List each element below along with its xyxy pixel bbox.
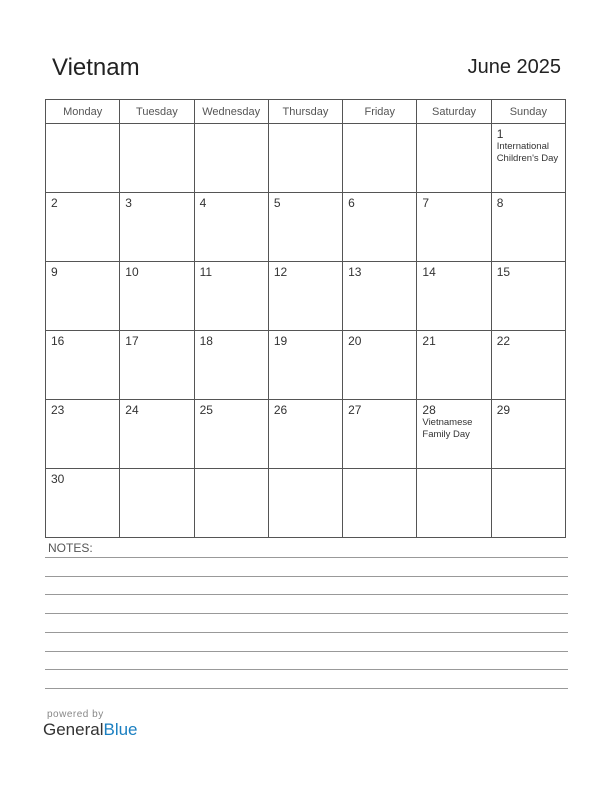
country-title: Vietnam (52, 54, 140, 81)
month-title: June 2025 (467, 56, 561, 78)
day-cell (194, 124, 268, 193)
day-cell (417, 469, 491, 538)
day-number: 29 (496, 403, 511, 417)
day-cell (120, 193, 194, 262)
day-number: 11 (199, 265, 213, 279)
week-row (46, 262, 566, 331)
weekday-saturday: Saturday (417, 100, 491, 124)
powered-by-text: powered by (47, 709, 104, 720)
weekday-monday: Monday (46, 100, 120, 124)
week-row (46, 331, 566, 400)
brand-name-general: General (43, 720, 104, 739)
day-number: 25 (199, 403, 213, 417)
holiday-label: Vietnamese Family Day (422, 417, 473, 440)
day-cell (491, 193, 565, 262)
day-cell (120, 124, 194, 193)
day-number: 17 (125, 334, 139, 348)
weekday-sunday: Sunday (491, 100, 565, 124)
day-number: 30 (51, 472, 65, 486)
day-number: 5 (273, 196, 281, 210)
notes-label: NOTES: (48, 541, 93, 555)
day-number: 27 (348, 403, 362, 417)
holiday-label: International Children's Day (496, 141, 559, 164)
day-number: 19 (273, 334, 288, 348)
day-cell (194, 262, 268, 331)
day-cell (343, 262, 417, 331)
day-cell (120, 469, 194, 538)
brand-name-blue: Blue (103, 720, 138, 739)
day-cell (343, 469, 417, 538)
day-number: 23 (51, 403, 65, 417)
day-cell (194, 331, 268, 400)
note-line (45, 651, 568, 652)
day-cell (343, 124, 417, 193)
day-number: 26 (273, 403, 288, 417)
day-number: 13 (348, 265, 362, 279)
day-number: 15 (496, 265, 511, 279)
day-cell (46, 469, 120, 538)
calendar-grid (45, 99, 566, 538)
day-cell (417, 331, 491, 400)
day-cell (343, 331, 417, 400)
day-cell (417, 124, 491, 193)
day-number: 21 (422, 334, 436, 348)
day-cell (268, 262, 342, 331)
day-cell (268, 193, 342, 262)
day-cell (120, 400, 194, 469)
day-cell (46, 331, 120, 400)
day-number: 14 (422, 265, 436, 279)
weekday-tuesday: Tuesday (120, 100, 194, 124)
day-cell (417, 262, 491, 331)
week-row (46, 469, 566, 538)
week-row (46, 124, 566, 193)
day-cell (491, 400, 565, 469)
weekday-friday: Friday (343, 100, 417, 124)
note-line (45, 669, 568, 670)
weekday-header-row (46, 100, 566, 124)
note-line (45, 688, 568, 689)
day-number: 8 (496, 196, 504, 210)
day-number: 12 (273, 265, 288, 279)
week-row (46, 193, 566, 262)
day-number: 2 (51, 196, 58, 210)
day-cell (268, 400, 342, 469)
day-cell (194, 400, 268, 469)
day-cell (268, 124, 342, 193)
day-number: 6 (348, 196, 355, 210)
day-number: 3 (125, 196, 132, 210)
day-number: 18 (199, 334, 213, 348)
day-cell (491, 331, 565, 400)
day-cell (491, 262, 565, 331)
day-cell (343, 400, 417, 469)
day-cell (491, 124, 565, 193)
day-number: 28 (422, 403, 436, 417)
day-cell (46, 262, 120, 331)
weekday-thursday: Thursday (268, 100, 342, 124)
day-cell (268, 469, 342, 538)
day-number: 9 (51, 265, 58, 279)
note-line (45, 557, 568, 558)
day-number: 4 (199, 196, 207, 210)
day-number: 24 (125, 403, 139, 417)
day-cell (491, 469, 565, 538)
day-cell (120, 262, 194, 331)
weekday-wednesday: Wednesday (194, 100, 268, 124)
note-line (45, 613, 568, 614)
day-number: 20 (348, 334, 362, 348)
day-number: 10 (125, 265, 139, 279)
day-cell (120, 331, 194, 400)
day-cell (268, 331, 342, 400)
day-number: 7 (422, 196, 430, 210)
day-cell (194, 469, 268, 538)
day-number: 1 (496, 127, 504, 141)
note-line (45, 632, 568, 633)
day-number: 22 (496, 334, 511, 348)
note-line (45, 594, 568, 595)
day-cell (417, 193, 491, 262)
week-row (46, 400, 566, 469)
brand-logo (43, 720, 138, 740)
day-cell (46, 124, 120, 193)
note-line (45, 576, 568, 577)
day-cell (46, 400, 120, 469)
day-cell (417, 400, 491, 469)
day-number: 16 (51, 334, 65, 348)
day-cell (194, 193, 268, 262)
day-cell (46, 193, 120, 262)
day-cell (343, 193, 417, 262)
